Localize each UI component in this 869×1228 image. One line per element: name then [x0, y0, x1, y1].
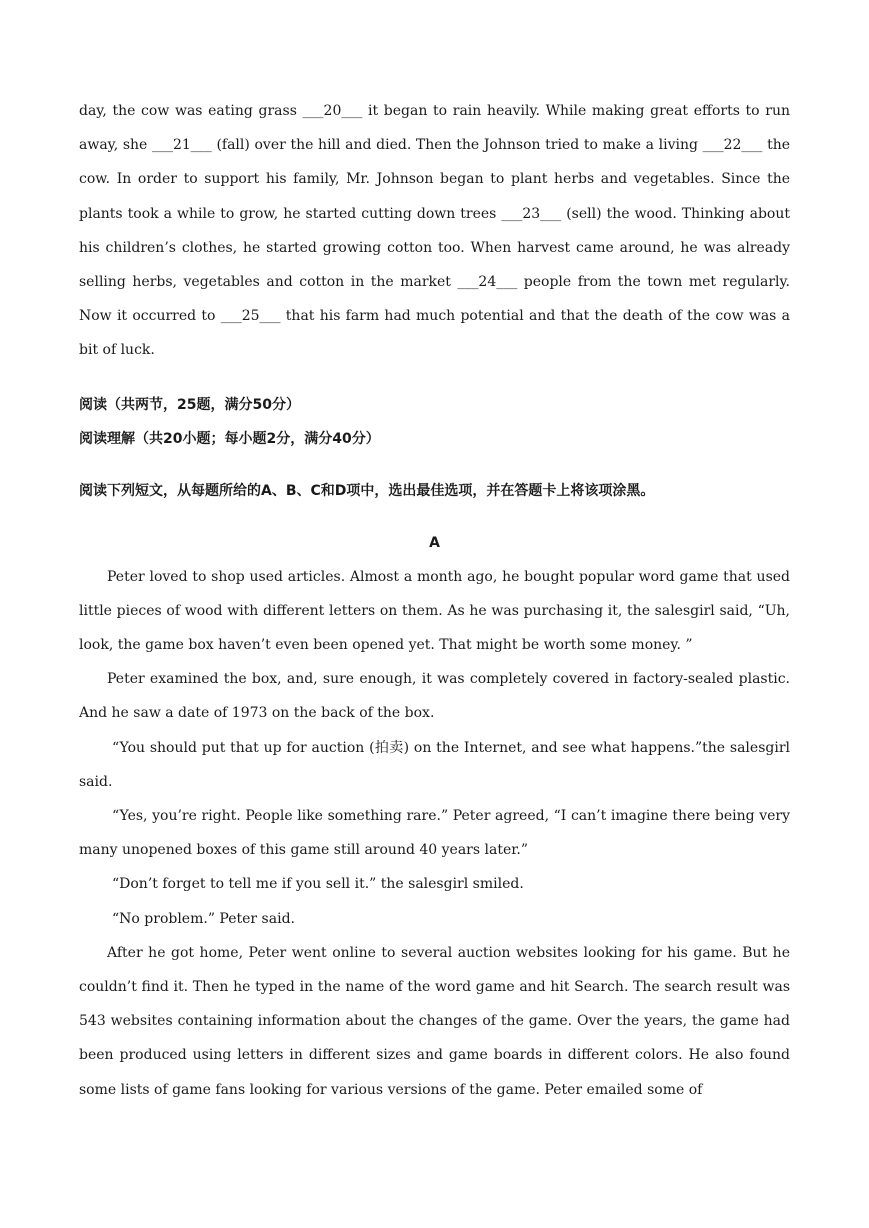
passage-paragraph-6: “No problem.” Peter said.: [112, 910, 295, 927]
passage-paragraph-4: “Yes, you’re right. People like something rare.” Peter agreed, “I can’t imagine there being very many unopened boxes of this game still around 40 years later.”: [79, 808, 790, 859]
instruction-heading: 阅读下列短文，从每题所给的A、B、C和D项中，选出最佳选项，并在答题卡上将该项涂黑。: [79, 482, 655, 499]
passage-paragraph-7: After he got home, Peter went online to several auction websites looking for his game. But he couldn’t find it. Then he typed in the name of the word game and hit Search. The search result was 543 websites containing information about the changes of the game. Over the years, the game had been produced using letters in different sizes and game boards in different colors. He also found some lists of game fans looking for various versions of the game. Peter emailed some of: [79, 944, 790, 1098]
passage-paragraph-1: Peter loved to shop used articles. Almost a month ago, he bought popular word game that used little pieces of wood with different letters on them. As he was purchasing it, the salesgirl said, “Uh, look, the game box haven’t even been opened yet. That might be worth some money. ”: [79, 568, 790, 654]
passage-letter: A: [429, 534, 440, 551]
intro-paragraph: day, the cow was eating grass ___20___ it began to rain heavily. While making great efforts to run away, she ___21___ (fall) over the hill and died. Then the Johnson tried to make a living ___22___ the cow. In order to support his family, Mr. Johnson began to plant herbs and vegetables. Since the plants took a while to grow, he started cutting down trees ___23___ (sell) the wood. Thinking about his children’s clothes, he started growing cotton too. When harvest came around, he was already selling herbs, vegetables and cotton in the market ___24___ people from the town met regularly. Now it occurred to ___25___ that his farm had much potential and that the death of the cow was a bit of luck.: [79, 103, 790, 359]
passage-paragraph-3: “You should put that up for auction (拍卖) on the Internet, and see what happens.”the salesgirl said.: [79, 739, 790, 790]
passage-paragraph-5: “Don’t forget to tell me if you sell it.” the salesgirl smiled.: [112, 876, 524, 893]
reading-comprehension-heading: 阅读理解（共20小题；每小题2分，满分40分）: [79, 430, 380, 447]
passage-paragraph-2: Peter examined the box, and, sure enough, it was completely covered in factory-sealed plastic. And he saw a date of 1973 on the back of the box.: [79, 671, 790, 722]
reading-section-heading: 阅读（共两节，25题，满分50分）: [79, 396, 300, 413]
document-page: [79, 94, 790, 1107]
